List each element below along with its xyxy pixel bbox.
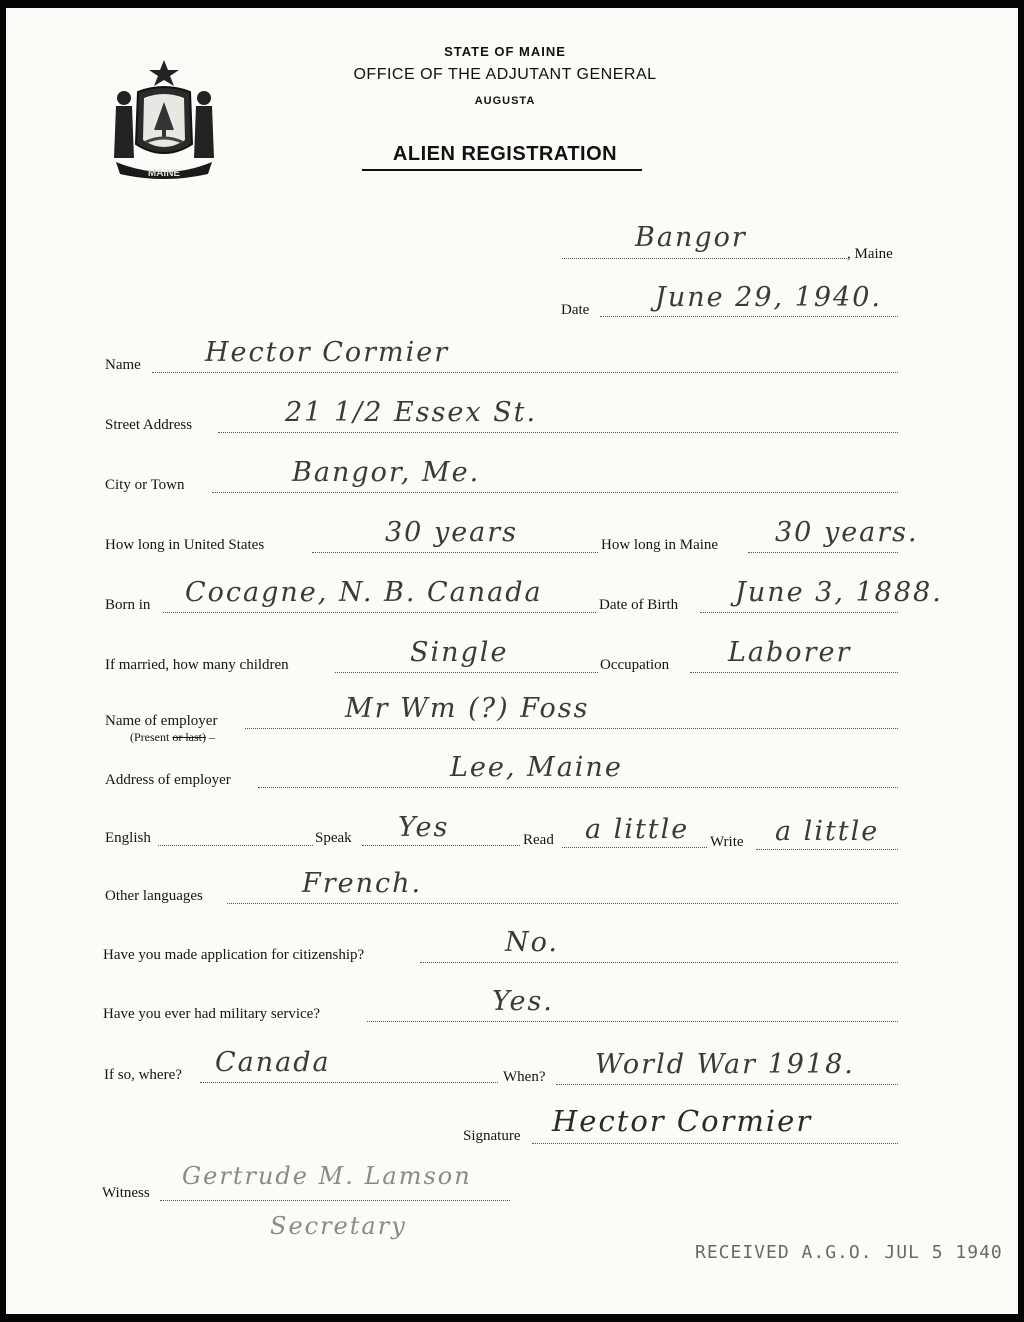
date-line bbox=[600, 316, 898, 317]
signature-line bbox=[532, 1143, 898, 1144]
city-label: City or Town bbox=[105, 477, 185, 493]
header-city: AUGUSTA bbox=[474, 95, 536, 107]
scan-edge-right bbox=[1018, 0, 1024, 1322]
scan-edge-left bbox=[0, 0, 6, 1322]
witness-line bbox=[160, 1200, 510, 1201]
military-entry: Yes. bbox=[492, 986, 554, 1017]
children-line bbox=[335, 672, 598, 673]
occupation-entry: Laborer bbox=[728, 637, 852, 668]
header-office: OFFICE OF THE ADJUTANT GENERAL bbox=[353, 66, 657, 83]
dob-label: Date of Birth bbox=[599, 597, 679, 613]
place-entry: Bangor bbox=[635, 222, 747, 253]
citizenship-line bbox=[420, 962, 898, 963]
when-label: When? bbox=[503, 1069, 546, 1085]
street-line bbox=[218, 432, 898, 433]
occupation-line bbox=[690, 672, 898, 673]
place-line bbox=[562, 258, 847, 259]
speak-line bbox=[362, 845, 520, 846]
street-entry: 21 1/2 Essex St. bbox=[285, 397, 538, 428]
when-line bbox=[556, 1084, 898, 1085]
signature-label: Signature bbox=[463, 1128, 521, 1144]
military-line bbox=[367, 1021, 898, 1022]
born-in-label: Born in bbox=[105, 597, 151, 613]
how-long-us-entry: 30 years bbox=[385, 517, 519, 548]
speak-entry: Yes bbox=[398, 812, 450, 843]
when-entry: World War 1918. bbox=[595, 1049, 855, 1080]
how-long-maine-entry: 30 years. bbox=[775, 517, 919, 548]
employer-entry: Mr Wm (?) Foss bbox=[345, 693, 590, 724]
name-label: Name bbox=[105, 357, 141, 373]
svg-text:MAINE: MAINE bbox=[147, 168, 181, 179]
where-label: If so, where? bbox=[104, 1067, 182, 1083]
city-line bbox=[212, 492, 898, 493]
witness-title-entry: Secretary bbox=[270, 1212, 407, 1240]
citizenship-label: Have you made application for citizenship? bbox=[103, 947, 365, 963]
children-entry: Single bbox=[410, 637, 509, 668]
employer-line bbox=[245, 728, 898, 729]
citizenship-entry: No. bbox=[505, 927, 559, 958]
english-line bbox=[158, 845, 313, 846]
english-label: English bbox=[105, 830, 151, 846]
witness-label: Witness bbox=[102, 1185, 150, 1201]
read-line bbox=[562, 847, 707, 848]
how-long-us-line bbox=[312, 552, 598, 553]
write-entry: a little bbox=[775, 816, 880, 847]
born-in-line bbox=[163, 612, 596, 613]
employer-address-entry: Lee, Maine bbox=[450, 752, 623, 783]
where-entry: Canada bbox=[215, 1047, 331, 1078]
date-label: Date bbox=[561, 302, 590, 318]
other-languages-label: Other languages bbox=[105, 888, 203, 904]
title-underline bbox=[362, 169, 642, 171]
speak-label: Speak bbox=[315, 830, 352, 846]
how-long-maine-line bbox=[748, 552, 898, 553]
employer-note: (Present or last) – bbox=[130, 730, 215, 744]
form-title: ALIEN REGISTRATION bbox=[392, 143, 618, 165]
header-state: STATE OF MAINE bbox=[444, 44, 566, 59]
other-languages-entry: French. bbox=[302, 868, 423, 899]
other-languages-line bbox=[227, 903, 898, 904]
employer-address-label: Address of employer bbox=[105, 772, 231, 788]
employer-address-line bbox=[258, 787, 898, 788]
signature-entry: Hector Cormier bbox=[552, 1104, 813, 1138]
maine-label: , Maine bbox=[847, 246, 893, 262]
write-line bbox=[756, 849, 898, 850]
name-entry: Hector Cormier bbox=[205, 337, 450, 368]
dob-entry: June 3, 1888. bbox=[735, 577, 943, 608]
military-label: Have you ever had military service? bbox=[103, 1006, 320, 1022]
read-entry: a little bbox=[585, 814, 690, 845]
state-seal-icon bbox=[108, 58, 220, 180]
received-stamp: RECEIVED A.G.O. JUL 5 1940 bbox=[695, 1242, 1003, 1263]
date-entry: June 29, 1940. bbox=[655, 282, 882, 313]
married-label: If married, how many children bbox=[105, 657, 289, 673]
occupation-label: Occupation bbox=[600, 657, 670, 673]
witness-entry: Gertrude M. Lamson bbox=[182, 1162, 472, 1190]
street-label: Street Address bbox=[105, 417, 193, 433]
employer-label: Name of employer bbox=[105, 713, 218, 729]
write-label: Write bbox=[710, 834, 744, 850]
scan-edge-top bbox=[0, 0, 1024, 8]
name-line bbox=[152, 372, 898, 373]
how-long-us-label: How long in United States bbox=[105, 537, 265, 553]
city-entry: Bangor, Me. bbox=[292, 457, 481, 488]
born-in-entry: Cocagne, N. B. Canada bbox=[185, 577, 543, 608]
scan-edge-bottom bbox=[0, 1314, 1024, 1322]
dob-line bbox=[700, 612, 898, 613]
read-label: Read bbox=[523, 832, 554, 848]
where-line bbox=[200, 1082, 498, 1083]
how-long-maine-label: How long in Maine bbox=[601, 537, 719, 553]
